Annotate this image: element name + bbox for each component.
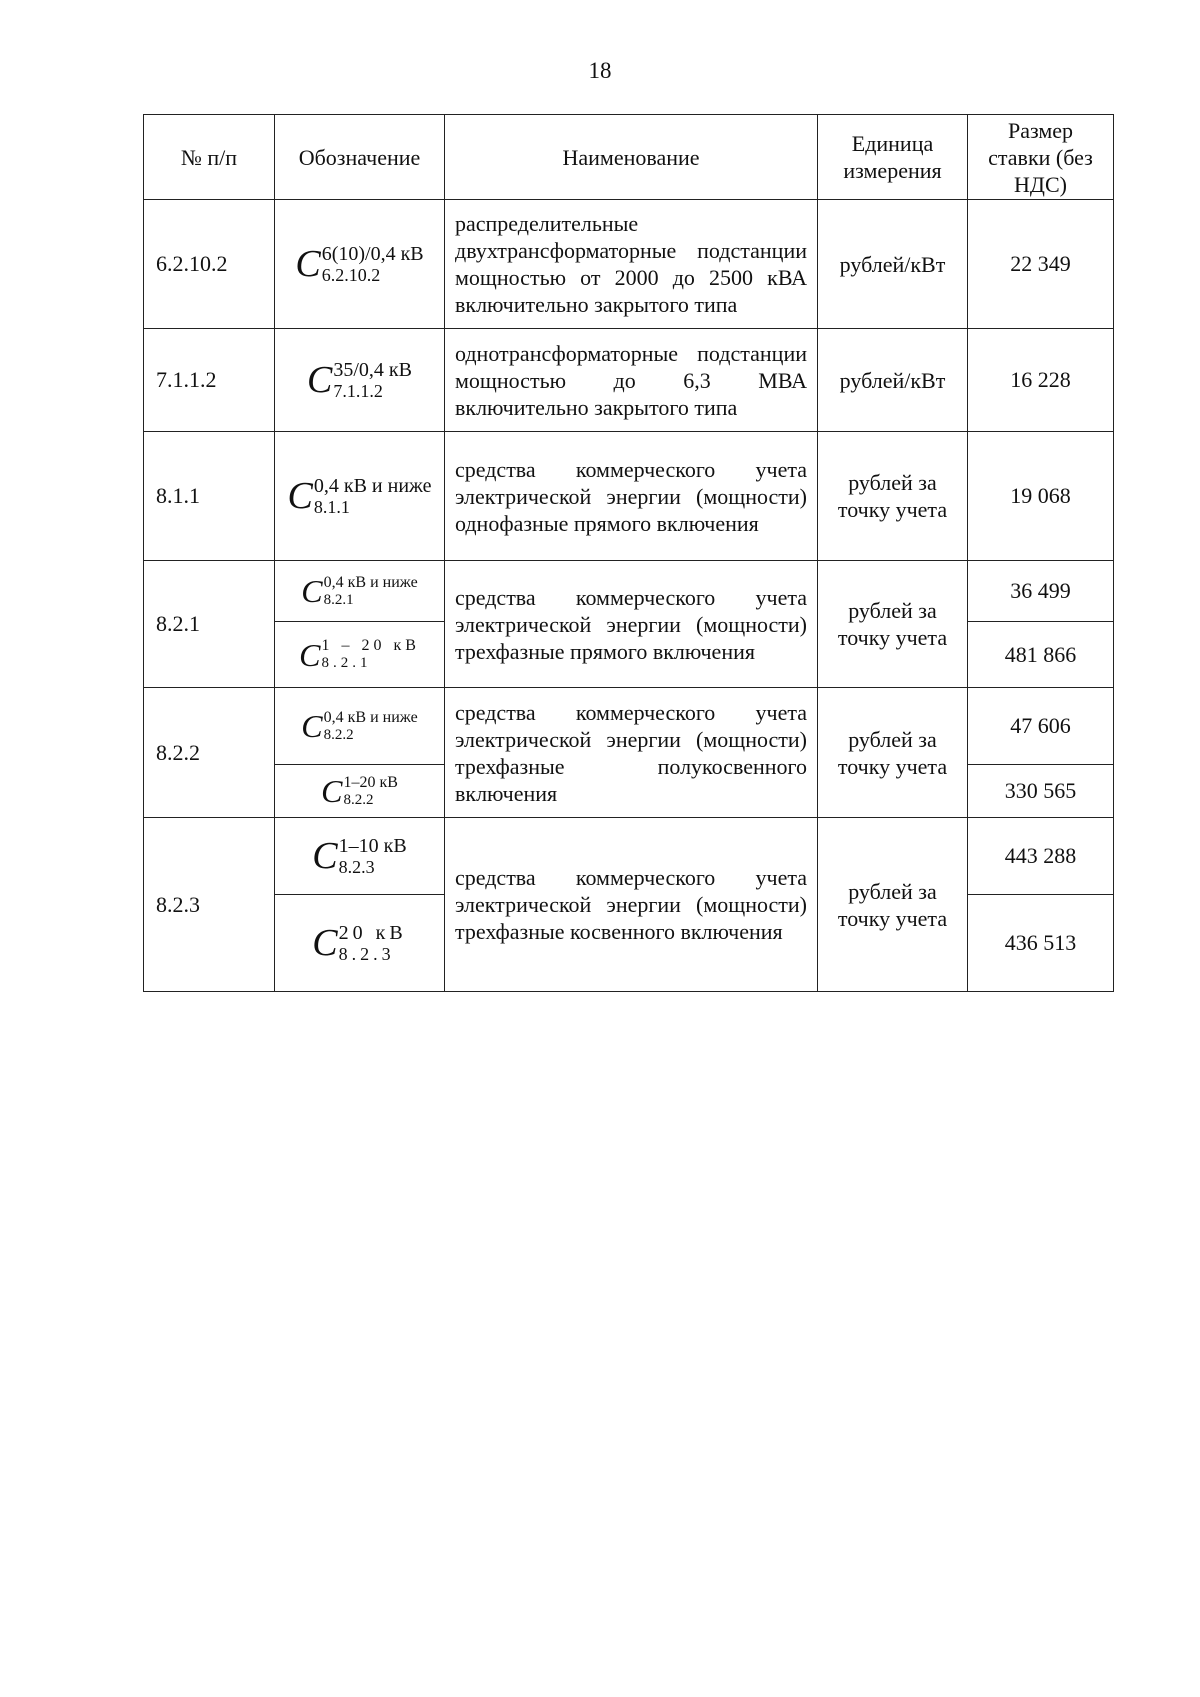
symbol-subscript: 8.2.3	[338, 944, 395, 964]
symbol-superscript: 6(10)/0,4 кВ	[321, 243, 424, 265]
rate-symbol	[312, 835, 406, 877]
symbol-subscript: 8.2.1	[321, 655, 372, 671]
rate-value: 16 228	[968, 329, 1114, 432]
table-header-row	[144, 115, 1114, 200]
header-name: Наименование	[445, 115, 818, 200]
unit-cell: рублей за точку учета	[818, 688, 968, 818]
table-row	[144, 329, 1114, 432]
symbol-subscript: 8.2.3	[338, 857, 375, 877]
unit-cell: рублей/кВт	[818, 329, 968, 432]
symbol-letter: C	[321, 773, 343, 809]
rate-symbol	[301, 709, 417, 744]
row-number: 8.2.1	[144, 561, 275, 688]
symbol-letter: C	[301, 573, 323, 609]
rate-symbol	[295, 243, 423, 285]
symbol-subscript: 8.1.1	[313, 497, 350, 517]
unit-cell: рублей за точку учета	[818, 432, 968, 561]
rates-table	[143, 114, 1114, 992]
rate-symbol	[301, 574, 417, 609]
rate-value: 47 606	[968, 688, 1114, 765]
name-cell: распределительные двухтрансформаторные подстанции мощностью от 2000 до 2500 кВА включительно закрытого типа	[445, 200, 818, 329]
header-designation: Обозначение	[275, 115, 445, 200]
row-number: 8.1.1	[144, 432, 275, 561]
symbol-subscript: 8.2.1	[323, 591, 354, 608]
table-row	[144, 200, 1114, 329]
rate-symbol	[312, 922, 406, 964]
rate-value: 19 068	[968, 432, 1114, 561]
name-cell: средства коммерческого учета электрической энергии (мощности) однофазные прямого включения	[445, 432, 818, 561]
rate-value: 22 349	[968, 200, 1114, 329]
symbol-superscript: 1–20 кВ	[343, 773, 398, 791]
symbol-subscript: 8.2.2	[323, 726, 354, 743]
symbol-superscript: 0,4 кВ и ниже	[323, 708, 418, 726]
unit-cell: рублей за точку учета	[818, 818, 968, 992]
name-cell: средства коммерческого учета электрической энергии (мощности) трехфазные полукосвенного включения	[445, 688, 818, 818]
header-rate: Размер ставки (без НДС)	[968, 115, 1114, 200]
symbol-superscript: 0,4 кВ и ниже	[323, 573, 418, 591]
symbol-superscript: 35/0,4 кВ	[333, 359, 412, 381]
designation-cell	[275, 200, 445, 329]
designation-cell	[275, 818, 445, 895]
symbol-subscript: 8.2.2	[343, 791, 374, 808]
rate-symbol	[299, 637, 420, 672]
name-cell: однотрансформаторные подстанции мощностью до 6,3 МВА включительно закрытого типа	[445, 329, 818, 432]
rate-symbol	[307, 359, 412, 401]
symbol-superscript: 0,4 кВ и ниже	[313, 475, 432, 497]
symbol-superscript: 1–10 кВ	[338, 835, 407, 857]
symbol-superscript: 20 кВ	[338, 922, 407, 944]
header-unit: Единица измерения	[818, 115, 968, 200]
designation-cell	[275, 329, 445, 432]
symbol-letter: C	[312, 835, 338, 877]
rate-value: 36 499	[968, 561, 1114, 622]
page-number: 18	[588, 58, 612, 83]
designation-cell	[275, 688, 445, 765]
rate-value: 481 866	[968, 622, 1114, 688]
header-num: № п/п	[144, 115, 275, 200]
table-row	[144, 818, 1114, 895]
name-cell: средства коммерческого учета электрической энергии (мощности) трехфазные косвенного включения	[445, 818, 818, 992]
rate-symbol	[288, 475, 432, 517]
symbol-subscript: 6.2.10.2	[321, 265, 381, 285]
row-number: 8.2.2	[144, 688, 275, 818]
rate-value: 330 565	[968, 765, 1114, 818]
row-number: 8.2.3	[144, 818, 275, 992]
row-number: 6.2.10.2	[144, 200, 275, 329]
symbol-letter: C	[307, 359, 333, 401]
designation-cell	[275, 432, 445, 561]
table-row	[144, 432, 1114, 561]
unit-cell: рублей/кВт	[818, 200, 968, 329]
rate-value: 443 288	[968, 818, 1114, 895]
symbol-letter: C	[295, 243, 321, 285]
designation-cell	[275, 765, 445, 818]
symbol-letter: C	[301, 708, 323, 744]
symbol-letter: C	[312, 922, 338, 964]
table-row	[144, 561, 1114, 622]
designation-cell	[275, 561, 445, 622]
rate-symbol	[321, 774, 398, 809]
designation-cell	[275, 895, 445, 992]
designation-cell	[275, 622, 445, 688]
symbol-letter: C	[299, 636, 321, 673]
symbol-superscript: 1 – 20 кВ	[321, 637, 420, 654]
unit-cell: рублей за точку учета	[818, 561, 968, 688]
rate-value: 436 513	[968, 895, 1114, 992]
symbol-letter: C	[287, 475, 313, 517]
row-number: 7.1.1.2	[144, 329, 275, 432]
name-cell: средства коммерческого учета электрической энергии (мощности) трехфазные прямого включения	[445, 561, 818, 688]
table-row	[144, 688, 1114, 765]
symbol-subscript: 7.1.1.2	[333, 381, 383, 401]
